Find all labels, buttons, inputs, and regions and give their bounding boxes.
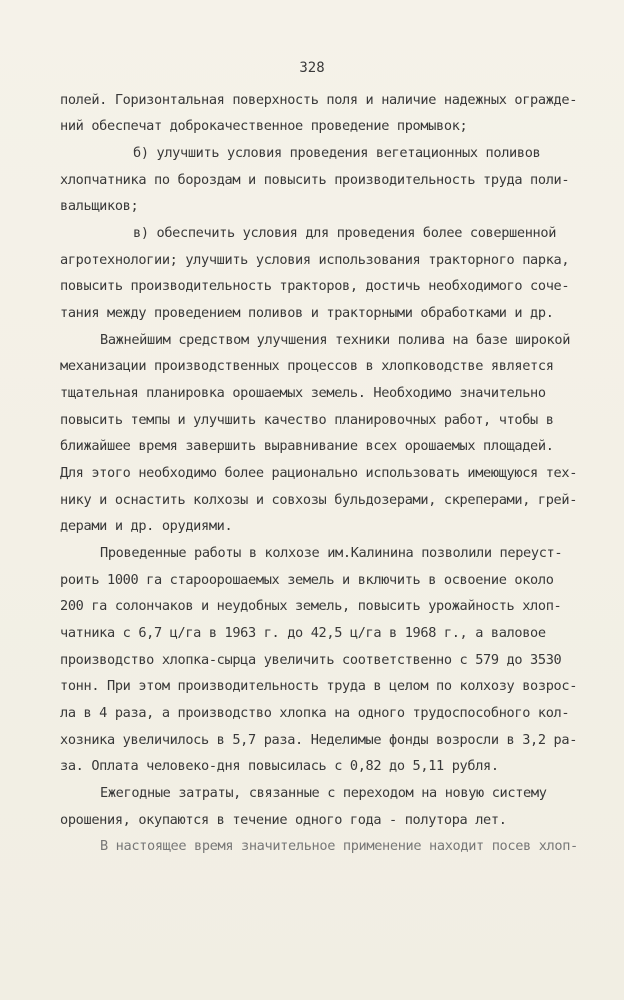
text-line: тонн. При этом производительность труда в целом по колхозу возрос- bbox=[60, 678, 578, 694]
text-line: Проведенные работы в колхозе им.Калинина позволили переуст- bbox=[100, 545, 563, 561]
text-line: тания между проведением поливов и тракторными обработками и др. bbox=[60, 305, 554, 321]
text-line: агротехнологии; улучшить условия использования тракторного парка, bbox=[60, 252, 570, 268]
text-line: производство хлопка-сырца увеличить соответственно с 579 до 3530 bbox=[60, 652, 562, 668]
text-line: вальщиков; bbox=[60, 198, 139, 214]
text-line: нику и оснастить колхозы и совхозы бульдозерами, скреперами, грей- bbox=[60, 492, 578, 508]
text-line: В настоящее время значительное применение находит посев хлоп- bbox=[100, 838, 578, 854]
text-line: хлопчатника по бороздам и повысить производительность труда поли- bbox=[60, 172, 570, 188]
text-line: в) обеспечить условия для проведения более совершенной bbox=[133, 225, 557, 241]
text-line: ний обеспечат доброкачественное проведение промывок; bbox=[60, 118, 468, 134]
text-line: орошения, окупаются в течение одного года - полутора лет. bbox=[60, 812, 507, 828]
text-line: чатника с 6,7 ц/га в 1963 г. до 42,5 ц/га в 1968 г., а валовое bbox=[60, 625, 546, 641]
text-line: полей. Горизонтальная поверхность поля и наличие надежных огражде- bbox=[60, 92, 578, 108]
text-line: дерами и др. орудиями. bbox=[60, 518, 233, 534]
text-line: ближайшее время завершить выравнивание всех орошаемых площадей. bbox=[60, 438, 554, 454]
text-line: ла в 4 раза, а производство хлопка на одного трудоспособного кол- bbox=[60, 705, 570, 721]
text-line: повысить темпы и улучшить качество планировочных работ, чтобы в bbox=[60, 412, 554, 428]
page-number: 328 bbox=[299, 60, 325, 76]
text-line: за. Оплата человеко-дня повысилась с 0,82 до 5,11 рубля. bbox=[60, 758, 499, 774]
text-line: Ежегодные затраты, связанные с переходом на новую систему bbox=[100, 785, 547, 801]
text-line: повысить производительность тракторов, достичь необходимого соче- bbox=[60, 278, 570, 294]
text-line: 200 га солончаков и неудобных земель, повысить урожайность хлоп- bbox=[60, 598, 562, 614]
text-line: механизации производственных процессов в хлопководстве является bbox=[60, 358, 554, 374]
text-line: б) улучшить условия проведения вегетационных поливов bbox=[133, 145, 541, 161]
text-line: Для этого необходимо более рационально использовать имеющуюся тех- bbox=[60, 465, 578, 481]
text-line: Важнейшим средством улучшения техники полива на базе широкой bbox=[100, 332, 571, 348]
text-line: тщательная планировка орошаемых земель. Необходимо значительно bbox=[60, 385, 546, 401]
text-line: роить 1000 га староорошаемых земель и включить в освоение около bbox=[60, 572, 554, 588]
text-line: хозника увеличилось в 5,7 раза. Неделимые фонды возросли в 3,2 ра- bbox=[60, 732, 578, 748]
